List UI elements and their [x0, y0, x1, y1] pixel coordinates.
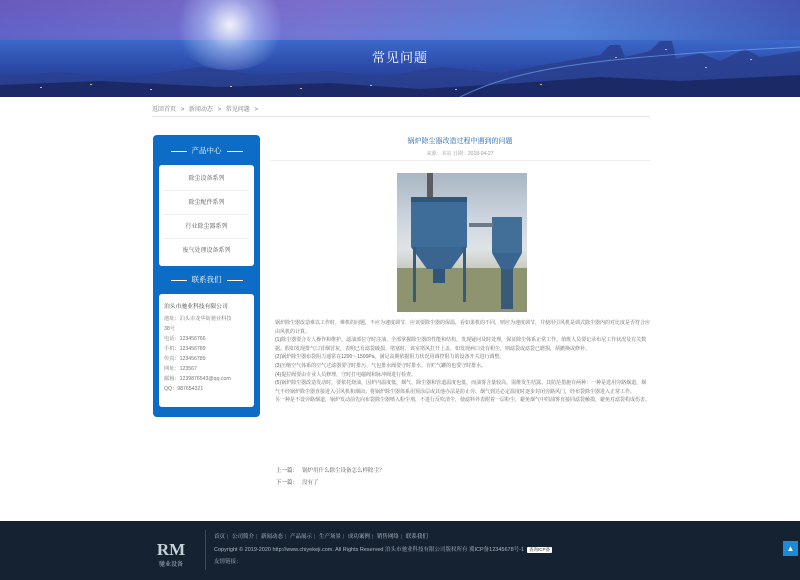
footer-divider — [205, 530, 206, 570]
logo-subtitle: 驰业设备 — [158, 561, 184, 568]
article-body — [275, 319, 650, 405]
contact-email: 邮箱：1239876543@qq.com — [164, 376, 231, 382]
footer-link-home[interactable]: 首页 — [214, 534, 226, 540]
footer-link-cases[interactable]: 成功案例 — [347, 534, 370, 540]
breadcrumb — [152, 104, 652, 113]
separator: | — [371, 534, 374, 540]
separator: | — [400, 534, 403, 540]
footer-link-contact[interactable]: 联系我们 — [405, 534, 428, 540]
sidebar-item-dust-equipment[interactable]: 除尘设备系列 — [164, 167, 249, 191]
banner-title: 常见问题 — [371, 50, 428, 65]
contact-heading — [153, 266, 260, 294]
article-paragraph: 另一种是不设旁路烟道，锅炉发动前先向布袋除尘器喷入粉尘剂，不进行反吹清尘，使滤料外表附着一层粉尘，避免烟气中的油雾直接同滤袋触摸，避免对滤袋构成伤害。 — [275, 397, 651, 404]
copyright-text: Copyright © 2019-2020 http://www.chiyekeji.com. All Rights Reserved 泊头市驰业科技有限公司版权所有 冀ICP备12345678号-1 — [214, 547, 525, 553]
article-title: 锅炉除尘器改造过程中遇到的问题 — [407, 138, 513, 145]
chevron-up-icon: ▲ — [786, 544, 795, 553]
footer-link-about[interactable]: 公司简介 — [231, 534, 254, 540]
article-navigation — [276, 465, 385, 489]
contact-website: 网址：123567 — [164, 366, 197, 372]
icp-badge[interactable]: 查询ICP备 — [529, 547, 551, 552]
contact-address-cont: 38号 — [164, 326, 175, 332]
products-heading-label: 产品中心 — [191, 146, 222, 155]
prev-article — [276, 465, 385, 477]
separator: | — [256, 534, 258, 540]
footer-logo — [153, 535, 189, 569]
breadcrumb-separator: > — [180, 107, 185, 113]
friend-links: 友情链接： — [214, 559, 242, 565]
product-category-list — [159, 165, 254, 266]
contact-fax: 传真：123456789 — [164, 356, 206, 362]
dust-collector-illustration — [397, 173, 527, 312]
next-article-link: 没有了 — [302, 480, 319, 486]
company-name: 泊头市驰业科技有限公司 — [164, 304, 228, 310]
article-paragraph: (4)提拉阀要由专业人员修理，守时打电磁阀和脉冲阀进行检查。 — [275, 371, 417, 378]
footer-link-sales[interactable]: 销售网络 — [376, 534, 399, 540]
contact-mobile: 手机：123456789 — [164, 346, 206, 352]
sidebar-item-gas-treatment[interactable]: 废气处理设备系列 — [182, 248, 231, 254]
footer-link-products[interactable]: 产品展示 — [289, 534, 312, 540]
sidebar — [153, 135, 260, 417]
breadcrumb-news[interactable]: 新闻动态 — [188, 107, 213, 113]
article-meta: 来源：本站 日期：2018-04-27 — [426, 151, 494, 157]
contact-heading-label: 联系我们 — [191, 275, 222, 284]
footer-nav — [214, 532, 430, 540]
article-paragraph: (3)压缩空气体系的空气过滤器要守时排污，气包排水阀要守时排水，有贮气罐的也要守时排水。 — [275, 362, 487, 369]
prev-article-link[interactable]: 锅炉用什么除尘设备怎么样除尘？ — [302, 468, 385, 474]
page-banner — [0, 0, 800, 97]
breadcrumb-separator: > — [217, 107, 222, 113]
article-paragraph: (2)锅炉除尘器布袋阻力通常在1200～1500Pa，满足高期依据阻力状况用调控阻力的设备开关进行调整。 — [275, 354, 505, 361]
next-label: 下一篇： — [276, 480, 299, 486]
footer-link-news[interactable]: 新闻动态 — [260, 534, 283, 540]
article-paragraph: (5)锅炉除尘器改造发动时，要依托烧油，因炉内温度低，烟气、除尘器和管道温度也低，而油雾含量较高，需维发生结露。其防范措施有两种：一种是选用旁路烟道，烟气不经锅炉除尘器直接进入引风机和烟囱；将锅炉除尘器体系用预涂层或其他办法是防止旁、烟气到达必定温度时逐步封闭旁路风门，经布袋除尘器进入正常工作。 — [275, 380, 647, 395]
breadcrumb-faq[interactable]: 常见问题 — [225, 107, 250, 113]
sidebar-item-industry-collectors[interactable]: 行业除尘器系列 — [164, 215, 249, 239]
heading-dash — [227, 151, 243, 152]
divider — [152, 116, 650, 117]
heading-dash — [227, 280, 243, 281]
breadcrumb-home[interactable]: 返回首页 — [152, 107, 177, 113]
separator: | — [342, 534, 345, 540]
separator: | — [313, 534, 316, 540]
heading-dash — [171, 151, 187, 152]
divider — [270, 160, 650, 161]
back-to-top-button[interactable] — [783, 541, 798, 556]
contact-info — [159, 294, 254, 407]
contact-phone: 电话：123456766 — [164, 336, 206, 342]
copyright — [214, 545, 552, 553]
city-skyline-image — [0, 37, 800, 97]
company-logo-icon — [153, 535, 189, 569]
footer-link-production[interactable]: 生产场景 — [318, 534, 341, 540]
contact-address: 地址：泊头市龙华街驰业科技 — [164, 316, 232, 322]
next-article — [276, 477, 385, 489]
breadcrumb-separator: > — [254, 107, 258, 113]
article-paragraph: 锅炉除尘器改造难以工作时，难机的问题，不应为速度调节，应该要除尘器的保温，看如果机的不同，则应为速度调节，并使用引风机是调式除尘器内的对比度是否符合应由风机的计算。 — [275, 320, 651, 335]
contact-qq: QQ：987654321 — [164, 386, 204, 392]
logo-letters: RM — [156, 540, 186, 559]
dust-collector-photo — [397, 173, 527, 312]
separator: | — [284, 534, 287, 540]
heading-dash — [171, 280, 187, 281]
separator: | — [227, 534, 229, 540]
sidebar-item-dust-parts[interactable]: 除尘配件系列 — [164, 191, 249, 215]
prev-label: 上一篇： — [276, 468, 299, 474]
products-heading — [153, 135, 260, 165]
banner-sky — [0, 0, 800, 40]
article-paragraph: (1)除尘器要合专人操作和维护。滤油部位守时注油、全部掌握除尘器的性能和结构，发现疑问及时处理，保证除尘体系正常工作。值班人员要记录布尼工作状况及有关数据。假如发现排气口冒烟冒灰，表明已有滤袋破损，堵塞时，该室堵风打开上盖，如发现病口处有积尘，则滤袋或滤袋已磨损，须撤换或修补。 — [275, 337, 647, 352]
